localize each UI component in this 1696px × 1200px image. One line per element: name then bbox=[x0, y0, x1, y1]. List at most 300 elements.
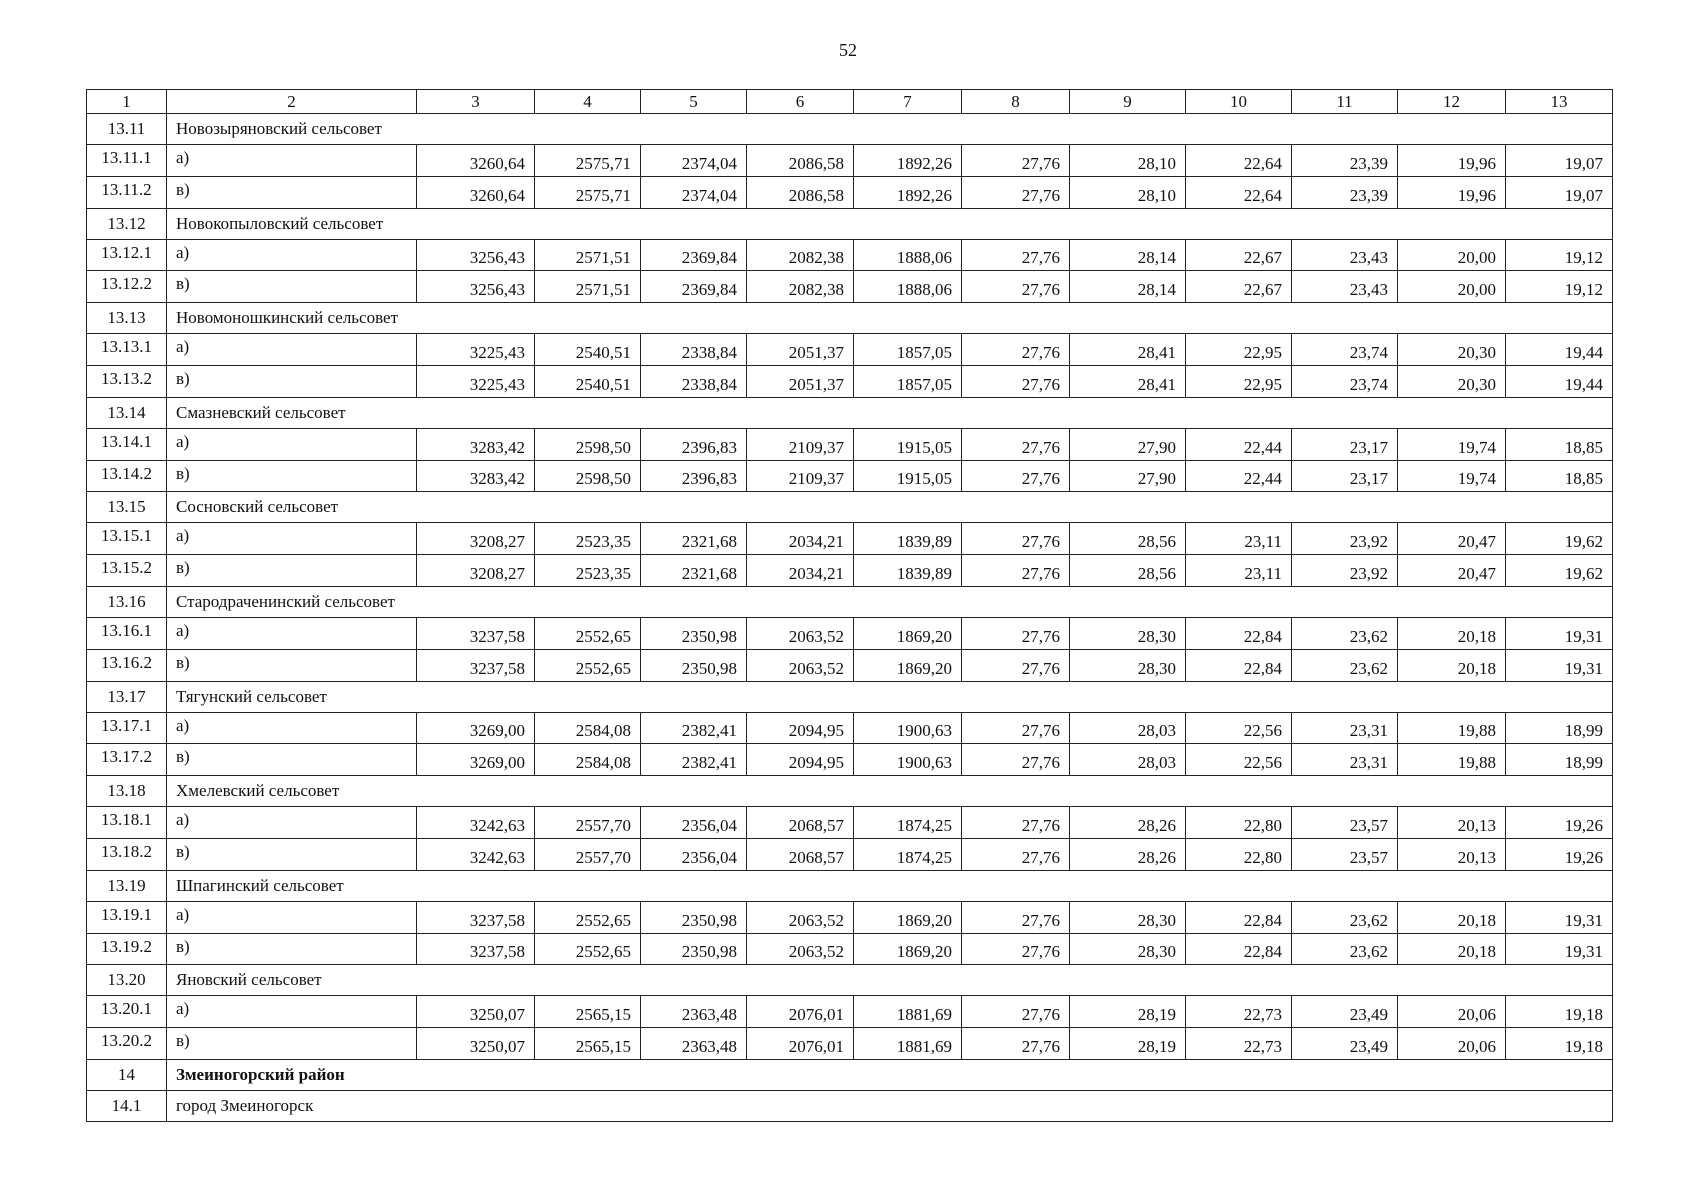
row-label: а) bbox=[167, 428, 417, 460]
value-cell: 2523,35 bbox=[535, 523, 641, 555]
column-header-2: 2 bbox=[167, 90, 417, 114]
value-cell: 2552,65 bbox=[535, 649, 641, 681]
page-number: 52 bbox=[839, 40, 857, 60]
value-cell: 22,67 bbox=[1186, 271, 1292, 303]
section-row bbox=[87, 303, 1613, 334]
column-header-3: 3 bbox=[417, 90, 535, 114]
value-cell: 27,76 bbox=[962, 933, 1070, 965]
value-cell: 3237,58 bbox=[417, 933, 535, 965]
value-cell: 2082,38 bbox=[747, 239, 854, 271]
section-name: Смазневский сельсовет bbox=[167, 397, 1613, 428]
value-cell: 22,84 bbox=[1186, 901, 1292, 933]
table-row bbox=[87, 555, 1613, 587]
value-cell: 23,74 bbox=[1292, 334, 1398, 366]
value-cell: 19,44 bbox=[1506, 365, 1613, 397]
value-cell: 2523,35 bbox=[535, 555, 641, 587]
value-cell: 28,30 bbox=[1070, 901, 1186, 933]
value-cell: 2369,84 bbox=[641, 271, 747, 303]
value-cell: 23,11 bbox=[1186, 523, 1292, 555]
section-number: 13.18 bbox=[87, 776, 167, 807]
section-row bbox=[87, 681, 1613, 712]
value-cell: 2584,08 bbox=[535, 712, 641, 744]
value-cell: 27,76 bbox=[962, 996, 1070, 1028]
value-cell: 2584,08 bbox=[535, 744, 641, 776]
value-cell: 2338,84 bbox=[641, 365, 747, 397]
value-cell: 19,88 bbox=[1398, 744, 1506, 776]
value-cell: 2109,37 bbox=[747, 460, 854, 492]
value-cell: 2598,50 bbox=[535, 460, 641, 492]
row-label: в) bbox=[167, 744, 417, 776]
value-cell: 19,07 bbox=[1506, 176, 1613, 208]
value-cell: 1874,25 bbox=[854, 838, 962, 870]
value-cell: 27,76 bbox=[962, 460, 1070, 492]
value-cell: 19,88 bbox=[1398, 712, 1506, 744]
value-cell: 27,76 bbox=[962, 334, 1070, 366]
table-row bbox=[87, 1028, 1613, 1060]
value-cell: 27,76 bbox=[962, 176, 1070, 208]
value-cell: 22,64 bbox=[1186, 176, 1292, 208]
value-cell: 2374,04 bbox=[641, 176, 747, 208]
value-cell: 27,76 bbox=[962, 555, 1070, 587]
value-cell: 23,49 bbox=[1292, 1028, 1398, 1060]
value-cell: 2321,68 bbox=[641, 523, 747, 555]
value-cell: 2068,57 bbox=[747, 807, 854, 839]
value-cell: 2557,70 bbox=[535, 807, 641, 839]
row-number: 13.12.2 bbox=[87, 271, 167, 303]
row-label: а) bbox=[167, 523, 417, 555]
table-row bbox=[87, 838, 1613, 870]
value-cell: 2350,98 bbox=[641, 617, 747, 649]
value-cell: 3208,27 bbox=[417, 523, 535, 555]
value-cell: 22,80 bbox=[1186, 838, 1292, 870]
value-cell: 27,76 bbox=[962, 145, 1070, 177]
value-cell: 20,47 bbox=[1398, 523, 1506, 555]
value-cell: 27,76 bbox=[962, 744, 1070, 776]
value-cell: 1857,05 bbox=[854, 365, 962, 397]
value-cell: 2321,68 bbox=[641, 555, 747, 587]
value-cell: 2063,52 bbox=[747, 933, 854, 965]
table-row bbox=[87, 365, 1613, 397]
table-row bbox=[87, 334, 1613, 366]
row-label: в) bbox=[167, 271, 417, 303]
value-cell: 2350,98 bbox=[641, 933, 747, 965]
value-cell: 20,13 bbox=[1398, 807, 1506, 839]
value-cell: 2575,71 bbox=[535, 145, 641, 177]
value-cell: 19,07 bbox=[1506, 145, 1613, 177]
value-cell: 19,31 bbox=[1506, 933, 1613, 965]
value-cell: 27,76 bbox=[962, 239, 1070, 271]
row-label: в) bbox=[167, 838, 417, 870]
value-cell: 19,31 bbox=[1506, 901, 1613, 933]
section-number: 13.16 bbox=[87, 586, 167, 617]
value-cell: 1915,05 bbox=[854, 460, 962, 492]
value-cell: 23,62 bbox=[1292, 617, 1398, 649]
value-cell: 28,30 bbox=[1070, 649, 1186, 681]
value-cell: 28,30 bbox=[1070, 933, 1186, 965]
section-name: Новозыряновский сельсовет bbox=[167, 114, 1613, 145]
value-cell: 22,80 bbox=[1186, 807, 1292, 839]
value-cell: 18,85 bbox=[1506, 460, 1613, 492]
row-label: а) bbox=[167, 617, 417, 649]
value-cell: 3250,07 bbox=[417, 1028, 535, 1060]
value-cell: 20,30 bbox=[1398, 334, 1506, 366]
value-cell: 1857,05 bbox=[854, 334, 962, 366]
value-cell: 1881,69 bbox=[854, 1028, 962, 1060]
value-cell: 2082,38 bbox=[747, 271, 854, 303]
value-cell: 19,96 bbox=[1398, 145, 1506, 177]
value-cell: 23,92 bbox=[1292, 555, 1398, 587]
value-cell: 28,10 bbox=[1070, 145, 1186, 177]
value-cell: 1874,25 bbox=[854, 807, 962, 839]
value-cell: 20,18 bbox=[1398, 649, 1506, 681]
value-cell: 2565,15 bbox=[535, 1028, 641, 1060]
value-cell: 19,26 bbox=[1506, 838, 1613, 870]
value-cell: 23,31 bbox=[1292, 712, 1398, 744]
value-cell: 3269,00 bbox=[417, 744, 535, 776]
value-cell: 22,73 bbox=[1186, 1028, 1292, 1060]
row-label: в) bbox=[167, 365, 417, 397]
section-row bbox=[87, 397, 1613, 428]
column-header-11: 11 bbox=[1292, 90, 1398, 114]
value-cell: 1869,20 bbox=[854, 617, 962, 649]
column-header-6: 6 bbox=[747, 90, 854, 114]
section-name: Тягунский сельсовет bbox=[167, 681, 1613, 712]
value-cell: 3237,58 bbox=[417, 649, 535, 681]
column-header-7: 7 bbox=[854, 90, 962, 114]
value-cell: 19,44 bbox=[1506, 334, 1613, 366]
value-cell: 20,18 bbox=[1398, 617, 1506, 649]
value-cell: 28,19 bbox=[1070, 1028, 1186, 1060]
value-cell: 1869,20 bbox=[854, 901, 962, 933]
table-row bbox=[87, 523, 1613, 555]
value-cell: 2034,21 bbox=[747, 523, 854, 555]
table-row bbox=[87, 649, 1613, 681]
value-cell: 2565,15 bbox=[535, 996, 641, 1028]
value-cell: 1839,89 bbox=[854, 523, 962, 555]
section-row bbox=[87, 776, 1613, 807]
tariff-table bbox=[86, 89, 1613, 1122]
value-cell: 2034,21 bbox=[747, 555, 854, 587]
column-header-8: 8 bbox=[962, 90, 1070, 114]
column-header-13: 13 bbox=[1506, 90, 1613, 114]
section-name: город Змеиногорск bbox=[167, 1090, 1613, 1121]
value-cell: 27,76 bbox=[962, 712, 1070, 744]
value-cell: 22,64 bbox=[1186, 145, 1292, 177]
value-cell: 28,30 bbox=[1070, 617, 1186, 649]
value-cell: 2076,01 bbox=[747, 1028, 854, 1060]
value-cell: 23,17 bbox=[1292, 428, 1398, 460]
value-cell: 3225,43 bbox=[417, 365, 535, 397]
value-cell: 19,12 bbox=[1506, 271, 1613, 303]
value-cell: 20,18 bbox=[1398, 901, 1506, 933]
value-cell: 20,06 bbox=[1398, 996, 1506, 1028]
value-cell: 3237,58 bbox=[417, 901, 535, 933]
column-number-row bbox=[87, 90, 1613, 114]
value-cell: 2076,01 bbox=[747, 996, 854, 1028]
value-cell: 3256,43 bbox=[417, 239, 535, 271]
value-cell: 3208,27 bbox=[417, 555, 535, 587]
value-cell: 27,76 bbox=[962, 901, 1070, 933]
value-cell: 22,84 bbox=[1186, 649, 1292, 681]
row-label: а) bbox=[167, 334, 417, 366]
section-row bbox=[87, 114, 1613, 145]
value-cell: 27,76 bbox=[962, 617, 1070, 649]
value-cell: 22,73 bbox=[1186, 996, 1292, 1028]
value-cell: 1881,69 bbox=[854, 996, 962, 1028]
value-cell: 19,96 bbox=[1398, 176, 1506, 208]
value-cell: 27,76 bbox=[962, 428, 1070, 460]
section-name: Новомоношкинский сельсовет bbox=[167, 303, 1613, 334]
value-cell: 3237,58 bbox=[417, 617, 535, 649]
value-cell: 22,44 bbox=[1186, 428, 1292, 460]
value-cell: 1839,89 bbox=[854, 555, 962, 587]
value-cell: 20,06 bbox=[1398, 1028, 1506, 1060]
table-body bbox=[87, 90, 1613, 1122]
value-cell: 22,56 bbox=[1186, 744, 1292, 776]
value-cell: 2350,98 bbox=[641, 901, 747, 933]
value-cell: 18,99 bbox=[1506, 712, 1613, 744]
value-cell: 2552,65 bbox=[535, 617, 641, 649]
value-cell: 23,74 bbox=[1292, 365, 1398, 397]
value-cell: 2571,51 bbox=[535, 271, 641, 303]
row-number: 13.18.2 bbox=[87, 838, 167, 870]
section-number: 13.20 bbox=[87, 965, 167, 996]
value-cell: 19,18 bbox=[1506, 996, 1613, 1028]
value-cell: 2086,58 bbox=[747, 145, 854, 177]
row-number: 13.15.1 bbox=[87, 523, 167, 555]
value-cell: 23,49 bbox=[1292, 996, 1398, 1028]
column-header-4: 4 bbox=[535, 90, 641, 114]
row-number: 13.13.1 bbox=[87, 334, 167, 366]
value-cell: 1888,06 bbox=[854, 239, 962, 271]
value-cell: 2396,83 bbox=[641, 460, 747, 492]
value-cell: 19,31 bbox=[1506, 617, 1613, 649]
value-cell: 20,18 bbox=[1398, 933, 1506, 965]
value-cell: 28,14 bbox=[1070, 271, 1186, 303]
value-cell: 23,62 bbox=[1292, 901, 1398, 933]
value-cell: 1892,26 bbox=[854, 145, 962, 177]
value-cell: 20,30 bbox=[1398, 365, 1506, 397]
row-label: а) bbox=[167, 996, 417, 1028]
section-row bbox=[87, 492, 1613, 523]
value-cell: 2051,37 bbox=[747, 365, 854, 397]
table-row bbox=[87, 271, 1613, 303]
value-cell: 20,13 bbox=[1398, 838, 1506, 870]
section-name: Шпагинский сельсовет bbox=[167, 870, 1613, 901]
section-row bbox=[87, 1059, 1613, 1090]
section-name: Стародраченинский сельсовет bbox=[167, 586, 1613, 617]
row-label: в) bbox=[167, 1028, 417, 1060]
value-cell: 20,00 bbox=[1398, 239, 1506, 271]
table-row bbox=[87, 807, 1613, 839]
value-cell: 2063,52 bbox=[747, 901, 854, 933]
section-number: 13.13 bbox=[87, 303, 167, 334]
section-number: 13.14 bbox=[87, 397, 167, 428]
row-number: 13.13.2 bbox=[87, 365, 167, 397]
value-cell: 27,90 bbox=[1070, 428, 1186, 460]
column-header-12: 12 bbox=[1398, 90, 1506, 114]
section-name: Сосновский сельсовет bbox=[167, 492, 1613, 523]
value-cell: 2369,84 bbox=[641, 239, 747, 271]
table-row bbox=[87, 901, 1613, 933]
table-row bbox=[87, 933, 1613, 965]
value-cell: 23,62 bbox=[1292, 649, 1398, 681]
value-cell: 22,84 bbox=[1186, 617, 1292, 649]
row-number: 13.14.1 bbox=[87, 428, 167, 460]
row-label: а) bbox=[167, 145, 417, 177]
row-number: 13.16.2 bbox=[87, 649, 167, 681]
value-cell: 2382,41 bbox=[641, 712, 747, 744]
value-cell: 19,62 bbox=[1506, 523, 1613, 555]
section-row bbox=[87, 1090, 1613, 1121]
value-cell: 23,43 bbox=[1292, 271, 1398, 303]
value-cell: 28,56 bbox=[1070, 523, 1186, 555]
value-cell: 27,76 bbox=[962, 271, 1070, 303]
section-row bbox=[87, 208, 1613, 239]
value-cell: 2575,71 bbox=[535, 176, 641, 208]
row-label: а) bbox=[167, 239, 417, 271]
value-cell: 23,62 bbox=[1292, 933, 1398, 965]
table-row bbox=[87, 617, 1613, 649]
section-name: Новокопыловский сельсовет bbox=[167, 208, 1613, 239]
value-cell: 27,90 bbox=[1070, 460, 1186, 492]
value-cell: 2063,52 bbox=[747, 649, 854, 681]
value-cell: 23,11 bbox=[1186, 555, 1292, 587]
value-cell: 27,76 bbox=[962, 365, 1070, 397]
value-cell: 23,57 bbox=[1292, 838, 1398, 870]
value-cell: 23,92 bbox=[1292, 523, 1398, 555]
value-cell: 23,39 bbox=[1292, 145, 1398, 177]
table-row bbox=[87, 712, 1613, 744]
table-row bbox=[87, 239, 1613, 271]
value-cell: 28,56 bbox=[1070, 555, 1186, 587]
value-cell: 3256,43 bbox=[417, 271, 535, 303]
section-number: 14.1 bbox=[87, 1090, 167, 1121]
value-cell: 2356,04 bbox=[641, 807, 747, 839]
value-cell: 3283,42 bbox=[417, 428, 535, 460]
value-cell: 3260,64 bbox=[417, 176, 535, 208]
value-cell: 27,76 bbox=[962, 807, 1070, 839]
value-cell: 2557,70 bbox=[535, 838, 641, 870]
section-row bbox=[87, 586, 1613, 617]
row-number: 13.15.2 bbox=[87, 555, 167, 587]
value-cell: 28,03 bbox=[1070, 712, 1186, 744]
value-cell: 3260,64 bbox=[417, 145, 535, 177]
value-cell: 2363,48 bbox=[641, 996, 747, 1028]
value-cell: 3225,43 bbox=[417, 334, 535, 366]
section-number: 13.15 bbox=[87, 492, 167, 523]
value-cell: 2068,57 bbox=[747, 838, 854, 870]
column-header-10: 10 bbox=[1186, 90, 1292, 114]
value-cell: 1869,20 bbox=[854, 933, 962, 965]
value-cell: 3250,07 bbox=[417, 996, 535, 1028]
row-label: в) bbox=[167, 933, 417, 965]
value-cell: 1869,20 bbox=[854, 649, 962, 681]
value-cell: 19,12 bbox=[1506, 239, 1613, 271]
column-header-5: 5 bbox=[641, 90, 747, 114]
table-row bbox=[87, 145, 1613, 177]
value-cell: 22,44 bbox=[1186, 460, 1292, 492]
row-number: 13.19.1 bbox=[87, 901, 167, 933]
value-cell: 3283,42 bbox=[417, 460, 535, 492]
value-cell: 27,76 bbox=[962, 649, 1070, 681]
value-cell: 2094,95 bbox=[747, 712, 854, 744]
row-number: 13.12.1 bbox=[87, 239, 167, 271]
value-cell: 2350,98 bbox=[641, 649, 747, 681]
section-name: Хмелевский сельсовет bbox=[167, 776, 1613, 807]
value-cell: 28,03 bbox=[1070, 744, 1186, 776]
value-cell: 2363,48 bbox=[641, 1028, 747, 1060]
table-row bbox=[87, 460, 1613, 492]
value-cell: 19,74 bbox=[1398, 428, 1506, 460]
value-cell: 3242,63 bbox=[417, 838, 535, 870]
value-cell: 28,41 bbox=[1070, 365, 1186, 397]
value-cell: 18,99 bbox=[1506, 744, 1613, 776]
value-cell: 23,43 bbox=[1292, 239, 1398, 271]
row-label: в) bbox=[167, 555, 417, 587]
value-cell: 27,76 bbox=[962, 523, 1070, 555]
value-cell: 2063,52 bbox=[747, 617, 854, 649]
section-number: 13.19 bbox=[87, 870, 167, 901]
value-cell: 2109,37 bbox=[747, 428, 854, 460]
value-cell: 2396,83 bbox=[641, 428, 747, 460]
row-number: 13.20.1 bbox=[87, 996, 167, 1028]
row-label: в) bbox=[167, 460, 417, 492]
value-cell: 1900,63 bbox=[854, 744, 962, 776]
section-row bbox=[87, 870, 1613, 901]
value-cell: 3242,63 bbox=[417, 807, 535, 839]
value-cell: 22,84 bbox=[1186, 933, 1292, 965]
value-cell: 20,47 bbox=[1398, 555, 1506, 587]
value-cell: 2382,41 bbox=[641, 744, 747, 776]
value-cell: 2094,95 bbox=[747, 744, 854, 776]
value-cell: 23,31 bbox=[1292, 744, 1398, 776]
value-cell: 2540,51 bbox=[535, 334, 641, 366]
column-header-9: 9 bbox=[1070, 90, 1186, 114]
value-cell: 2356,04 bbox=[641, 838, 747, 870]
value-cell: 2338,84 bbox=[641, 334, 747, 366]
row-number: 13.20.2 bbox=[87, 1028, 167, 1060]
table-row bbox=[87, 744, 1613, 776]
value-cell: 28,10 bbox=[1070, 176, 1186, 208]
value-cell: 28,41 bbox=[1070, 334, 1186, 366]
value-cell: 23,39 bbox=[1292, 176, 1398, 208]
value-cell: 2540,51 bbox=[535, 365, 641, 397]
row-number: 13.11.1 bbox=[87, 145, 167, 177]
section-name: Яновский сельсовет bbox=[167, 965, 1613, 996]
row-number: 13.17.2 bbox=[87, 744, 167, 776]
value-cell: 1915,05 bbox=[854, 428, 962, 460]
value-cell: 22,95 bbox=[1186, 334, 1292, 366]
value-cell: 23,57 bbox=[1292, 807, 1398, 839]
section-number: 13.11 bbox=[87, 114, 167, 145]
row-number: 13.14.2 bbox=[87, 460, 167, 492]
value-cell: 28,26 bbox=[1070, 807, 1186, 839]
value-cell: 22,95 bbox=[1186, 365, 1292, 397]
value-cell: 19,18 bbox=[1506, 1028, 1613, 1060]
row-number: 13.16.1 bbox=[87, 617, 167, 649]
value-cell: 1888,06 bbox=[854, 271, 962, 303]
section-number: 13.12 bbox=[87, 208, 167, 239]
value-cell: 2374,04 bbox=[641, 145, 747, 177]
value-cell: 2086,58 bbox=[747, 176, 854, 208]
value-cell: 27,76 bbox=[962, 838, 1070, 870]
table-row bbox=[87, 176, 1613, 208]
section-number: 13.17 bbox=[87, 681, 167, 712]
section-number: 14 bbox=[87, 1059, 167, 1090]
value-cell: 28,26 bbox=[1070, 838, 1186, 870]
table-row bbox=[87, 996, 1613, 1028]
